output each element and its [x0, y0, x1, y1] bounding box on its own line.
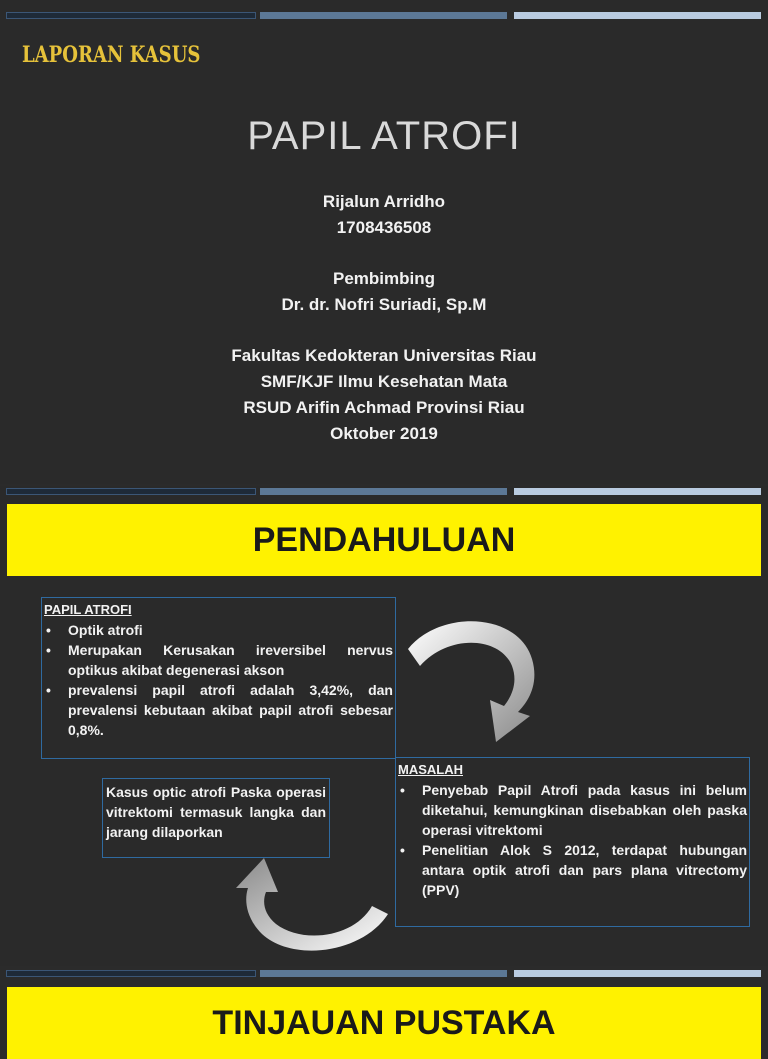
masalah-box	[395, 757, 750, 927]
supervisor-label: Pembimbing	[332, 269, 435, 288]
list-item: • Penelitian Alok S 2012, terdapat hubungan antara optik atrofi dan pars plana vitrectomy (PPV)	[398, 840, 747, 900]
decorative-bars	[0, 488, 768, 498]
list-item: • prevalensi papil atrofi adalah 3,42%, dan prevalensi kebutaan akibat papil atrofi sebesar 0,8%.	[44, 680, 393, 740]
curved-arrow-icon	[232, 854, 392, 964]
title-slide	[0, 0, 768, 484]
box-header: PAPIL ATROFI	[44, 602, 132, 617]
decorative-bars	[0, 12, 768, 22]
section-banner-tinjauan: TINJAUAN PUSTAKA	[7, 987, 761, 1059]
curved-arrow-icon	[400, 604, 550, 749]
decorative-bars	[0, 970, 768, 980]
date: Oktober 2019	[330, 424, 438, 443]
list-item: • Merupakan Kerusakan ireversibel nervus optikus akibat degenerasi akson	[44, 640, 393, 680]
hospital: RSUD Arifin Achmad Provinsi Riau	[243, 398, 525, 417]
list-item: • Penyebab Papil Atrofi pada kasus ini belum diketahui, kemungkinan disebabkan oleh paska operasi vitrektomi	[398, 780, 747, 840]
faculty: Fakultas Kedokteran Universitas Riau	[231, 346, 537, 365]
slide-title: PAPIL ATROFI	[247, 114, 521, 158]
supervisor-name: Dr. dr. Nofri Suriadi, Sp.M	[281, 295, 487, 314]
papil-atrofi-box	[41, 597, 396, 759]
department: SMF/KJF Ilmu Kesehatan Mata	[260, 372, 508, 391]
author-name: Rijalun Arridho	[322, 192, 446, 211]
list-item: • Optik atrofi	[44, 620, 393, 640]
rare-case-box	[102, 778, 330, 858]
box-header: MASALAH	[398, 762, 463, 777]
rare-case-text: Kasus optic atrofi Paska operasi vitrektomi termasuk langka dan jarang dilaporkan	[106, 784, 326, 840]
author-id: 1708436508	[336, 218, 432, 237]
section-banner: PENDAHULUAN	[7, 504, 761, 576]
introduction-slide	[0, 486, 768, 966]
report-type-tag: LAPORAN KASUS	[22, 42, 201, 68]
